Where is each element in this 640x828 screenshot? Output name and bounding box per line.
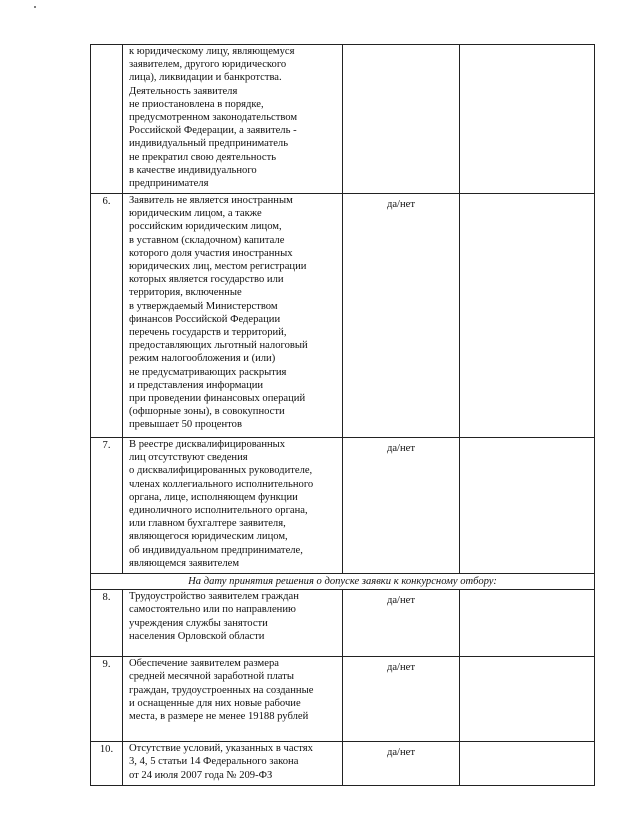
table-row — [91, 438, 595, 574]
criterion-text: Заявитель не является иностранным юридическим лицом, а также российским юридическим лицом, в уставном (складочном) капитале которого доля участия иностранных юридических лиц, местом регистрации которых является государство или территория, включенные в утверждаемый Министерством финансов Российской Федерации перечень государств и территорий, предоставляющих льготный налоговый режим налогообложения и (или) не предусматривающих раскрытия и представления информации при проведении финансовых операций (офшорные зоны), в совокупности превышает 50 процентов — [123, 194, 343, 438]
empty-cell — [460, 590, 595, 657]
empty-cell — [460, 45, 595, 194]
answer-cell: да/нет — [343, 590, 460, 657]
criterion-text: к юридическому лицу, являющемуся заявителем, другого юридического лица), ликвидации и банкротства. Деятельность заявителя не приостановлена в порядке, предусмотренном законодательством Российской Федерации, а заявитель - индивидуальный предприниматель не прекратил свою деятельность в качестве индивидуального предпринимателя — [123, 45, 343, 194]
table-row — [91, 657, 595, 742]
row-number: 9. — [91, 657, 123, 742]
answer-cell: да/нет — [343, 438, 460, 574]
row-number: 7. — [91, 438, 123, 574]
criterion-text: Обеспечение заявителем размера средней месячной заработной платы граждан, трудоустроенных на созданные и оснащенные для них новые рабочие места, в размере не менее 19188 рублей — [123, 657, 343, 742]
scan-speck — [34, 6, 36, 8]
empty-cell — [460, 657, 595, 742]
criterion-text: Трудоустройство заявителем граждан самостоятельно или по направлению учреждения службы занятости населения Орловской области — [123, 590, 343, 657]
answer-cell: да/нет — [343, 657, 460, 742]
criterion-text: В реестре дисквалифицированных лиц отсутствуют сведения о дисквалифицированных руководителе, членах коллегиального исполнительного органа, лице, исполняющем функции единоличного исполнительного органа, или главном бухгалтере заявителя, являющегося юридическим лицом, об индивидуальном предпринимателе, являющемся заявителем — [123, 438, 343, 574]
answer-cell: да/нет — [343, 194, 460, 438]
empty-cell — [460, 742, 595, 786]
section-row — [91, 574, 595, 590]
row-number: 6. — [91, 194, 123, 438]
row-number: 8. — [91, 590, 123, 657]
row-number: 10. — [91, 742, 123, 786]
table-row — [91, 45, 595, 194]
table-row — [91, 742, 595, 786]
section-header: На дату принятия решения о допуске заявки к конкурсному отбору: — [91, 574, 595, 590]
row-number — [91, 45, 123, 194]
empty-cell — [460, 438, 595, 574]
table-row — [91, 590, 595, 657]
answer-cell — [343, 45, 460, 194]
answer-cell: да/нет — [343, 742, 460, 786]
empty-cell — [460, 194, 595, 438]
table-row — [91, 194, 595, 438]
criteria-table — [90, 44, 595, 786]
criterion-text: Отсутствие условий, указанных в частях 3, 4, 5 статьи 14 Федерального закона от 24 июля 2007 года № 209-ФЗ — [123, 742, 343, 786]
